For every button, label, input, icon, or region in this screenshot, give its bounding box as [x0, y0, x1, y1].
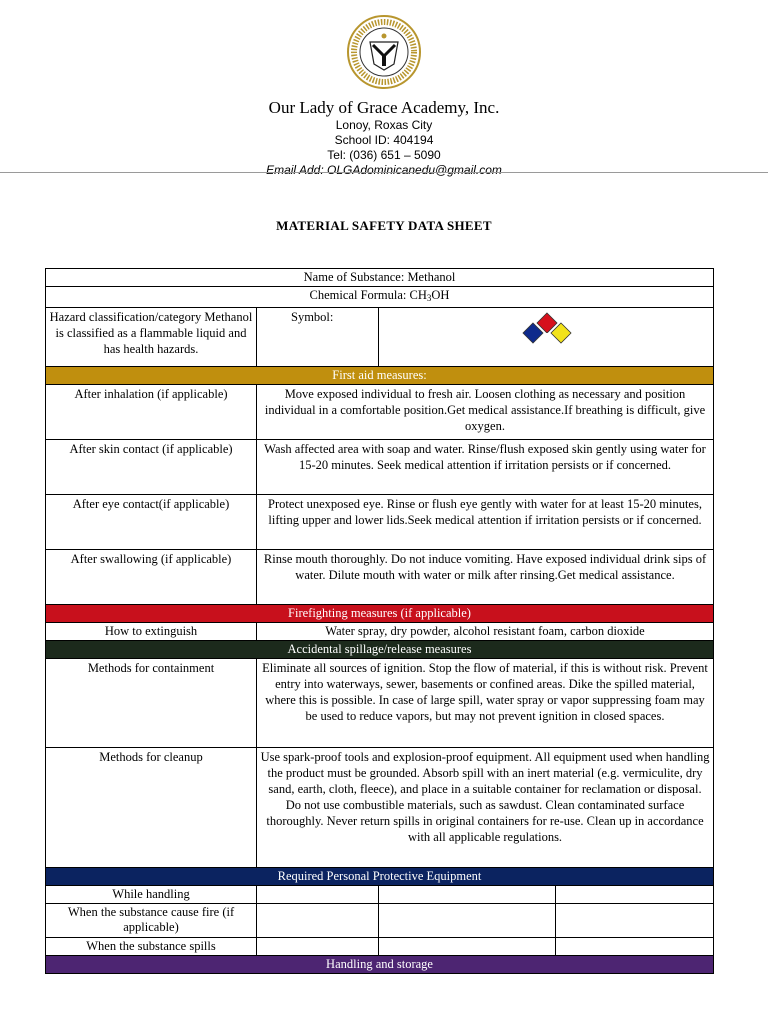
ppe-cell [257, 938, 379, 956]
spillage-header: Accidental spillage/release measures [46, 641, 714, 659]
school-name: Our Lady of Grace Academy, Inc. [268, 98, 500, 117]
first-aid-label: After inhalation (if applicable) [46, 385, 257, 440]
school-address: Lonoy, Roxas City [335, 118, 433, 132]
first-aid-text: Move exposed individual to fresh air. Loosen clothing as necessary and position individual in a comfortable position.Get medical assistance.If breathing is difficult, give oxygen. [257, 385, 714, 440]
first-aid-text: Rinse mouth thoroughly. Do not induce vomiting. Have exposed individual drink sips of water. Dilute mouth with water or milk after rinsing.Get medical assistance. [257, 550, 714, 605]
ppe-cell [257, 904, 379, 938]
formula-prefix: Chemical Formula: CH [309, 288, 427, 302]
handling-header-row [46, 956, 714, 974]
first-aid-text: Protect unexposed eye. Rinse or flush eye gently with water for at least 15-20 minutes, lifting upper and lower lids.Seek medical attention if irritation persists or if concerned. [257, 495, 714, 550]
spillage-header-row [46, 641, 714, 659]
ppe-cell [379, 938, 556, 956]
containment-label: Methods for containment [46, 659, 257, 748]
ppe-cell [379, 904, 556, 938]
ppe-label: When the substance cause fire (if applicable) [46, 904, 257, 938]
cleanup-label: Methods for cleanup [46, 748, 257, 868]
firefighting-header-row [46, 605, 714, 623]
first-aid-text: Wash affected area with soap and water. Rinse/flush exposed skin gently using water for 15-20 minutes. Seek medical attention if irritation persists or if concerned. [257, 440, 714, 495]
first-aid-label: After swallowing (if applicable) [46, 550, 257, 605]
ppe-header: Required Personal Protective Equipment [46, 868, 714, 886]
first-aid-label: After eye contact(if applicable) [46, 495, 257, 550]
first-aid-row [46, 550, 714, 605]
ppe-cell [556, 904, 714, 938]
ppe-cell [556, 886, 714, 904]
school-email: Email Add: OLGAdominicanedu@gmail.com [266, 163, 502, 177]
handling-header: Handling and storage [46, 956, 714, 974]
symbol-cell [379, 308, 714, 367]
ppe-row [46, 904, 714, 938]
header-divider [0, 172, 768, 173]
hazard-classification: Hazard classification/category Methanol is classified as a flammable liquid and has health hazards. [46, 308, 257, 367]
ppe-cell [257, 886, 379, 904]
substance-name: Name of Substance: Methanol [46, 269, 714, 287]
containment-row [46, 659, 714, 748]
extinguish-row [46, 623, 714, 641]
ppe-row [46, 886, 714, 904]
extinguish-text: Water spray, dry powder, alcohol resistant foam, carbon dioxide [257, 623, 714, 641]
cleanup-row [46, 748, 714, 868]
symbol-label: Symbol: [257, 308, 379, 367]
ppe-label: While handling [46, 886, 257, 904]
first-aid-header: First aid measures: [46, 367, 714, 385]
formula-suffix: OH [431, 288, 450, 302]
hazard-row [46, 308, 714, 367]
containment-text: Eliminate all sources of ignition. Stop the flow of material, if this is without risk. Prevent entry into waterways, sewer, basements or confined areas. Dike the spilled material, where this is possible. In case of large spill, water spray or vapor suppressing foam may be used to reduce vapors, but may not prevent ignition in closed spaces. [257, 659, 714, 748]
substance-name-row [46, 269, 714, 287]
ppe-cell [556, 938, 714, 956]
chemical-formula-row [46, 287, 714, 308]
first-aid-row [46, 440, 714, 495]
ppe-row [46, 938, 714, 956]
document-title: MATERIAL SAFETY DATA SHEET [276, 218, 492, 233]
school-id: School ID: 404194 [334, 133, 434, 147]
formula-subscript: 3 [426, 293, 432, 303]
first-aid-row [46, 495, 714, 550]
school-seal-logo [346, 14, 422, 90]
letterhead [0, 14, 768, 178]
first-aid-label: After skin contact (if applicable) [46, 440, 257, 495]
chemical-formula [46, 287, 714, 308]
nfpa-diamond-icon [515, 312, 579, 348]
firefighting-header: Firefighting measures (if applicable) [46, 605, 714, 623]
ppe-header-row [46, 868, 714, 886]
first-aid-header-row [46, 367, 714, 385]
ppe-cell [379, 886, 556, 904]
first-aid-row [46, 385, 714, 440]
school-tel: Tel: (036) 651 – 5090 [327, 148, 441, 162]
cleanup-text: Use spark-proof tools and explosion-proof equipment. All equipment used when handling the product must be grounded. Absorb spill with an inert material (e.g. vermiculite, dry sand, earth, cloth, fleece), and place in a suitable container for reclamation or disposal. Do not use combustible materials, such as sawdust. Clean contaminated surface thoroughly. Never return spills in original containers for re-use. Clean up in accordance with all applicable regulations. [257, 748, 714, 868]
msds-table [45, 268, 714, 974]
ppe-label: When the substance spills [46, 938, 257, 956]
extinguish-label: How to extinguish [46, 623, 257, 641]
